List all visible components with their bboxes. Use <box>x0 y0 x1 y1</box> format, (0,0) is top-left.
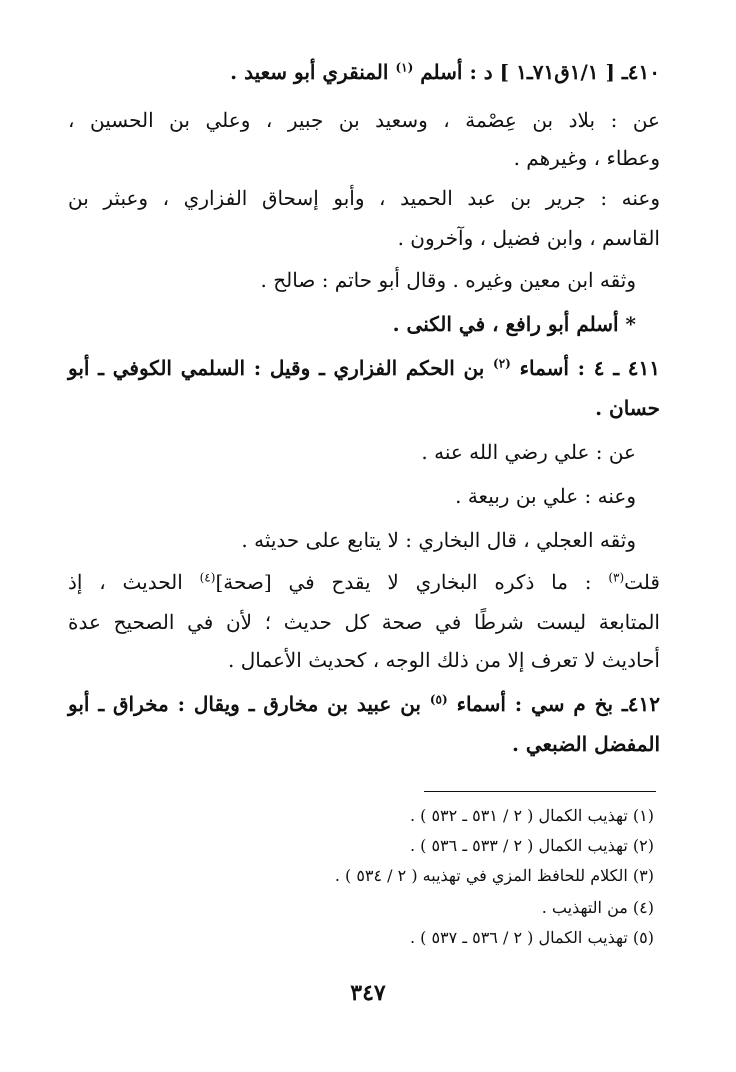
entry-410-students-cont: القاسم ، وابن فضيل ، وآخرون . <box>397 226 660 250</box>
entry-410-teachers-cont: وعطاء ، وغيرهم . <box>513 146 660 170</box>
author-comment <box>68 566 660 598</box>
author-comment-line-2: المتابعة ليست شرطًا في صحة كل حديث ؛ لأن في الصحيح عدة <box>68 610 660 634</box>
footnote-3: (٣) الكلام للحافظ المزي في تهذيبه ( ٢ / ٥٣٤ ) . <box>334 866 654 885</box>
footnote-4: (٤) من التهذيب . <box>541 898 654 917</box>
entry-412-heading <box>68 688 660 720</box>
entry-411-kunya: حسان . <box>595 396 660 420</box>
entry-411-name: بن الحكم الفزاري ـ وقيل : السلمي الكوفي ـ أبو <box>68 356 485 380</box>
entry-412-name: بن عبيد بن مخارق ـ ويقال : مخراق ـ أبو <box>68 692 421 716</box>
entry-410-heading <box>68 56 660 88</box>
page-number: ٣٤٧ <box>350 980 386 1006</box>
footnote-1: (١) تهذيب الكمال ( ٢ / ٥٣١ ـ ٥٣٢ ) . <box>409 806 654 825</box>
entry-410-teachers: عن : بلاد بن عِصْمة ، وسعيد بن جبير ، وعلي بن الحسين ، <box>68 108 660 132</box>
entry-411-heading <box>68 352 660 384</box>
entry-411-teachers: عن : علي رضي الله عنه . <box>421 440 636 464</box>
footnote-ref-5: (٥) <box>429 692 448 707</box>
footnote-ref-1: (١) <box>395 60 414 75</box>
comment-text-end: الحديث ، إذ <box>68 570 183 594</box>
footnote-ref-3: (٣) <box>608 570 625 585</box>
entry-411-grading: وثقه العجلي ، قال البخاري : لا يتابع على حديثه . <box>241 528 636 552</box>
entry-411-number: ٤١١ ـ ٤ : أسماء <box>519 356 661 380</box>
entry-410-grading: وثقه ابن معين وغيره . وقال أبو حاتم : صالح . <box>260 268 636 292</box>
entry-410-number: ٤١٠ـ [ ١/١ق٧١ـ١ ] د : أسلم <box>420 60 660 84</box>
footnote-ref-4: (٤) <box>199 570 216 585</box>
entry-412-kunya: المفضل الضبعي . <box>511 732 660 756</box>
cross-reference-aslam: * أسلم أبو رافع ، في الكنى . <box>392 312 636 336</box>
author-comment-line-3: أحاديث لا تعرف إلا من ذلك الوجه ، كحديث الأعمال . <box>228 648 660 672</box>
entry-410-students: وعنه : جرير بن عبد الحميد ، وأبو إسحاق الفزاري ، وعبثر بن <box>68 186 660 210</box>
footnote-ref-2: (٢) <box>493 356 511 371</box>
comment-lead: قلت <box>624 570 660 594</box>
footnote-2: (٢) تهذيب الكمال ( ٢ / ٥٣٣ ـ ٥٣٦ ) . <box>409 836 654 855</box>
entry-410-name: المنقري أبو سعيد . <box>230 60 389 84</box>
footnote-5: (٥) تهذيب الكمال ( ٢ / ٥٣٦ ـ ٥٣٧ ) . <box>409 928 654 947</box>
footnote-divider <box>424 791 656 792</box>
entry-411-students: وعنه : علي بن ربيعة . <box>455 484 636 508</box>
entry-412-number: ٤١٢ـ بخ م سي : أسماء <box>456 692 661 716</box>
comment-text: : ما ذكره البخاري لا يقدح في [صحة] <box>215 570 592 594</box>
